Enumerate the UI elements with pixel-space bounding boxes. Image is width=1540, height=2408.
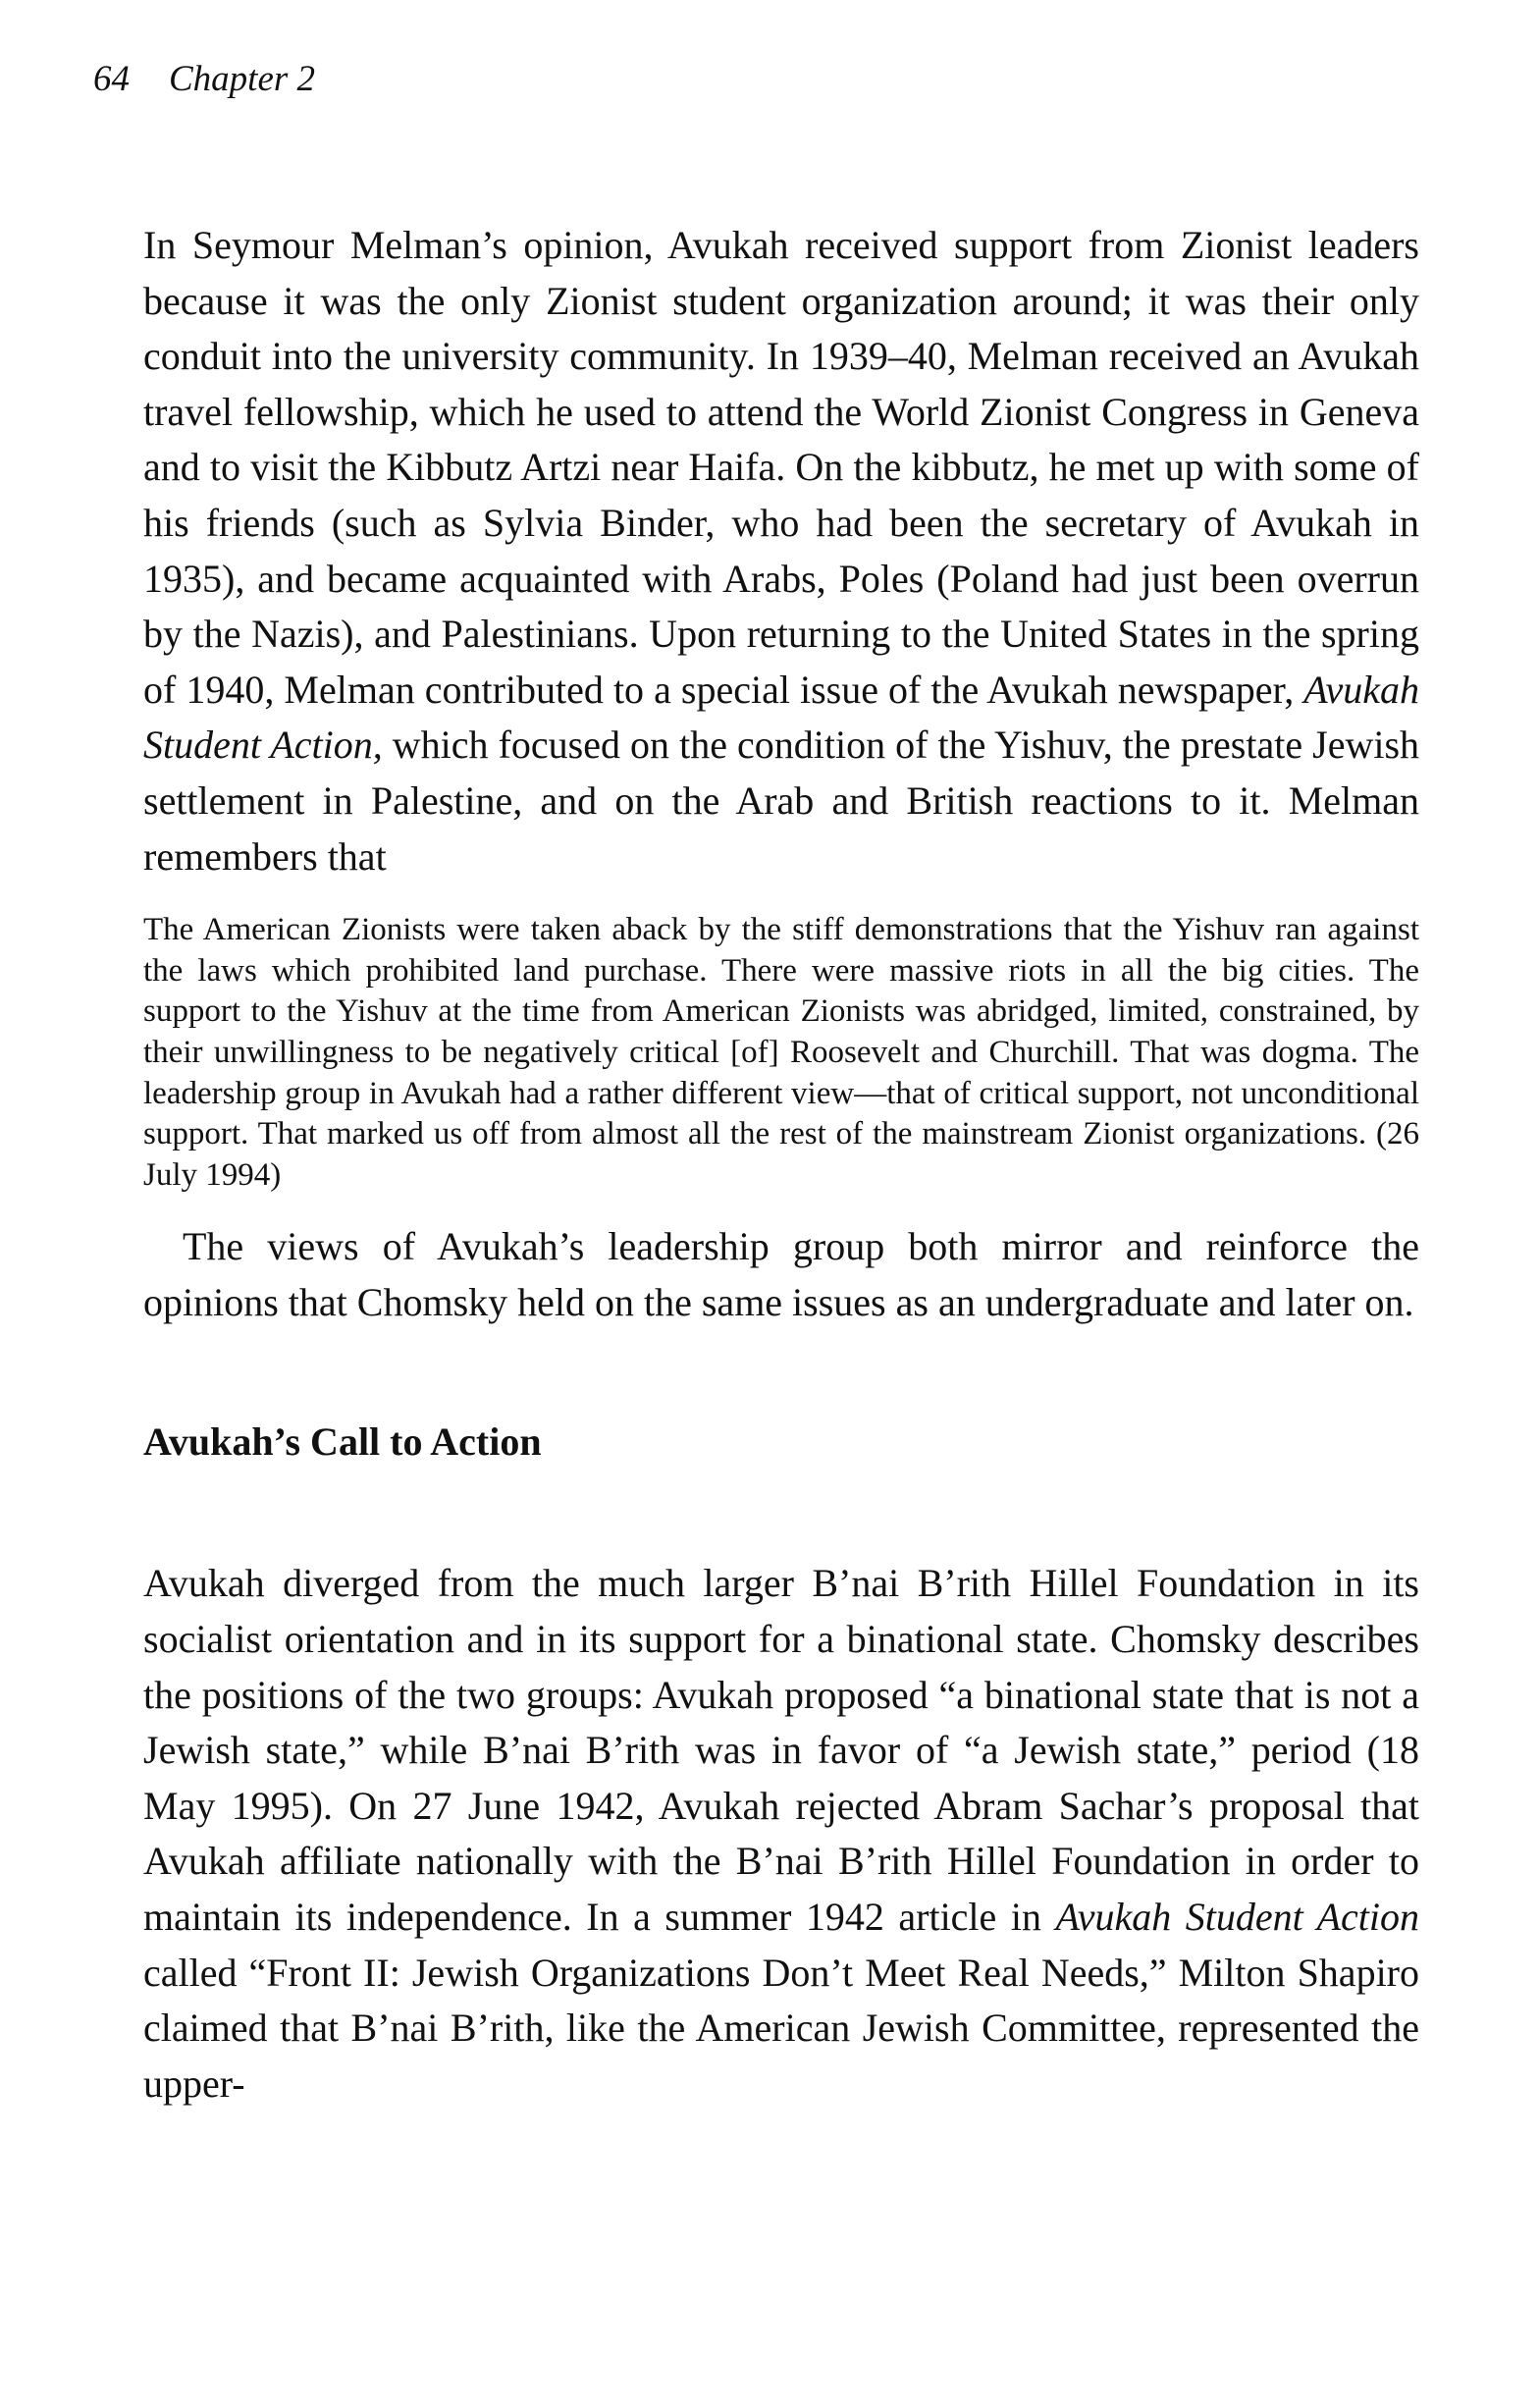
newspaper-title: Avukah Student Action,	[143, 667, 1419, 768]
paragraph-avukah-diverged	[143, 1556, 1419, 2112]
paragraph-leadership-views: The views of Avukah’s leadership group both mirror and reinforce the opinions that Chomsky held on the same issues as an undergraduate and later on.	[143, 1224, 1419, 1324]
block-quote: The American Zionists were taken aback by the stiff demonstrations that the Yishuv ran against the laws which prohibited land purchase. There were massive riots in all the big cities. The support to the Yishuv at the time from American Zionists was abridged, limited, constrained, by their unwillingness to be negatively critical [of] Roosevelt and Churchill. That was dogma. The leadership group in Avukah had a rather different view—that of critical support, not unconditional support. That marked us off from almost all the rest of the mainstream Zionist organizations. (26 July 1994)	[143, 912, 1419, 1193]
paragraph-text-end: called “Front II: Jewish Organizations Don’t Meet Real Needs,” Milton Shapiro claimed that B’nai B’rith, like the American Jewish Committee, represented the upper-	[143, 1950, 1419, 2106]
running-head	[93, 61, 315, 97]
body-text	[143, 218, 1419, 2112]
newspaper-title: Avukah Student Action	[1055, 1895, 1419, 1940]
chapter-title: Chapter 2	[169, 59, 316, 99]
paragraph-text-end: which focused on the condition of the Yishuv, the prestate Jewish settlement in Palestine, and on the Arab and British reactions to it. Melman remembers that	[143, 722, 1420, 879]
section-heading: Avukah’s Call to Action	[143, 1419, 542, 1465]
paragraph-text: In Seymour Melman’s opinion, Avukah received support from Zionist leaders because it was the only Zionist student organization around; it was their only conduit into the university community. In 1939–40, Melman received an Avukah travel fellowship, which he used to attend the World Zionist Congress in Geneva and to visit the Kibbutz Artzi near Haifa. On the kibbutz, he met up with some of his friends (such as Sylvia Binder, who had been the secretary of Avukah in 1935), and became acquainted with Arabs, Poles (Poland had just been overrun by the Nazis), and Palestinians. Upon returning to the United States in the spring of 1940, Melman contributed to a special issue of the Avukah newspaper,	[143, 223, 1419, 712]
paragraph-text: Avukah diverged from the much larger B’nai B’rith Hillel Foundation in its socialist orientation and in its support for a binational state. Chomsky describes the positions of the two groups: Avukah proposed “a binational state that is not a Jewish state,” while B’nai B’rith was in favor of “a Jewish state,” period (18 May 1995). On 27 June 1942, Avukah rejected Abram Sachar’s proposal that Avukah affiliate nationally with the B’nai B’rith Hillel Foundation in order to maintain its independence. In a summer 1942 article in	[143, 1561, 1419, 1940]
paragraph-melman-opinion	[143, 218, 1419, 884]
page-number: 64	[93, 59, 130, 99]
